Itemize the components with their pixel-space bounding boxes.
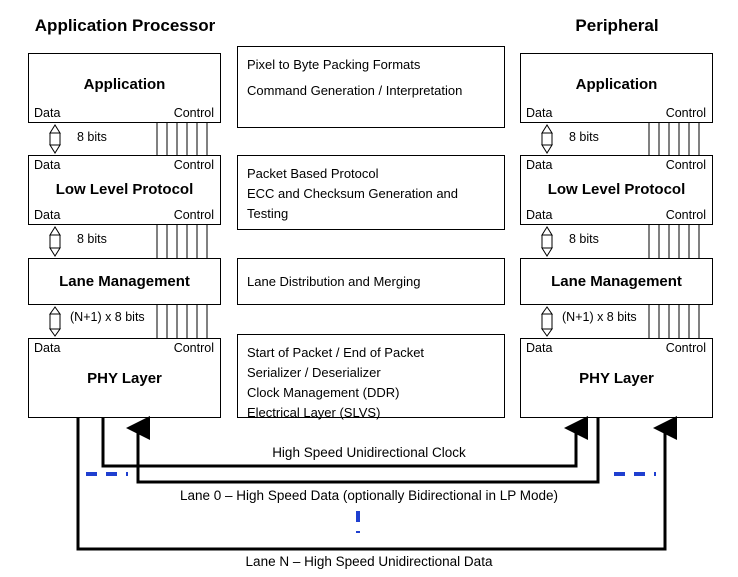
right-phy-data-label: Data [526, 341, 553, 355]
left-bus-label-llp-to-lane: 8 bits [77, 232, 107, 246]
middle-box-llp-line-2: Testing [247, 206, 289, 222]
middle-box-lane-management-functions [237, 258, 505, 305]
layer-label-phy: PHY Layer [87, 370, 162, 387]
left-control-bus-lane-phy [157, 305, 207, 338]
left-llp-bottom-control-label: Control [173, 208, 214, 222]
middle-box-phy-line-3: Electrical Layer (SLVS) [247, 405, 381, 421]
left-llp-top-data-label: Data [34, 158, 61, 172]
middle-box-phy-line-2: Clock Management (DDR) [247, 385, 400, 401]
left-phy-control-label: Control [173, 341, 214, 355]
left-application-data-label: Data [34, 106, 61, 120]
left-data-arrow-lane-phy [50, 307, 60, 336]
caption-lane-0: Lane 0 – High Speed Data (optionally Bidirectional in LP Mode) [180, 488, 558, 503]
right-layer-low-level-protocol[interactable] [520, 155, 713, 225]
right-bus-label-app-to-llp: 8 bits [569, 130, 599, 144]
layer-label-lane-management: Lane Management [59, 273, 190, 290]
middle-box-phy-line-1: Serializer / Deserializer [247, 365, 381, 381]
right-llp-top-data-label: Data [526, 158, 553, 172]
left-layer-application[interactable] [28, 53, 221, 123]
layer-label-lane-management-right: Lane Management [551, 273, 682, 290]
middle-box-phy-functions [237, 334, 505, 421]
left-application-control-label: Control [173, 106, 214, 120]
middle-box-phy-line-0: Start of Packet / End of Packet [247, 345, 425, 360]
right-application-data-label: Data [526, 106, 553, 120]
right-phy-control-label: Control [665, 341, 706, 355]
middle-box-low-level-protocol-functions [237, 155, 505, 230]
right-control-bus-lane-phy [649, 305, 699, 338]
right-layer-lane-management[interactable] [520, 258, 713, 305]
layer-label-low-level-protocol-right: Low Level Protocol [547, 181, 686, 198]
right-layer-application[interactable] [520, 53, 713, 123]
middle-box-llp-line-0: Packet Based Protocol [247, 166, 379, 181]
left-data-arrow-llp-lane [50, 227, 60, 256]
right-llp-bottom-control-label: Control [665, 208, 706, 222]
layer-label-application-right: Application [575, 76, 658, 93]
layer-label-phy-right: PHY Layer [579, 370, 654, 387]
right-llp-top-control-label: Control [665, 158, 706, 172]
right-llp-bottom-data-label: Data [526, 208, 553, 222]
right-control-bus-llp-lane [649, 225, 699, 258]
middle-box-application-line-1: Command Generation / Interpretation [247, 83, 463, 99]
middle-box-lane-line-0: Lane Distribution and Merging [247, 274, 421, 289]
left-phy-data-label: Data [34, 341, 61, 355]
left-llp-top-control-label: Control [173, 158, 214, 172]
right-bus-label-lane-to-phy: (N+1) x 8 bits [562, 310, 637, 324]
right-layer-phy[interactable] [520, 338, 713, 418]
middle-box-llp-line-1: ECC and Checksum Generation and [247, 186, 459, 202]
left-data-arrow-app-llp [50, 125, 60, 153]
left-control-bus-app-llp [157, 123, 207, 155]
right-data-arrow-llp-lane [542, 227, 552, 256]
left-bus-label-app-to-llp: 8 bits [77, 130, 107, 144]
left-layer-lane-management[interactable] [28, 258, 221, 305]
left-control-bus-llp-lane [157, 225, 207, 258]
caption-lane-n: Lane N – High Speed Unidirectional Data [245, 554, 493, 569]
right-data-arrow-lane-phy [542, 307, 552, 336]
right-data-arrow-app-llp [542, 125, 552, 153]
right-application-control-label: Control [665, 106, 706, 120]
left-bus-label-lane-to-phy: (N+1) x 8 bits [70, 310, 145, 324]
layer-label-application: Application [83, 76, 166, 93]
right-bus-label-llp-to-lane: 8 bits [569, 232, 599, 246]
middle-box-application-line-0: Pixel to Byte Packing Formats [247, 57, 421, 72]
left-layer-low-level-protocol[interactable] [28, 155, 221, 225]
lane-n-link [78, 418, 665, 549]
left-layer-phy[interactable] [28, 338, 221, 418]
left-llp-bottom-data-label: Data [34, 208, 61, 222]
layer-label-low-level-protocol: Low Level Protocol [55, 181, 194, 198]
column-title-application-processor: Application Processor [34, 16, 216, 35]
caption-high-speed-clock: High Speed Unidirectional Clock [272, 445, 466, 460]
column-title-peripheral: Peripheral [575, 16, 659, 35]
middle-box-application-functions [237, 46, 505, 128]
right-control-bus-app-llp [649, 123, 699, 155]
